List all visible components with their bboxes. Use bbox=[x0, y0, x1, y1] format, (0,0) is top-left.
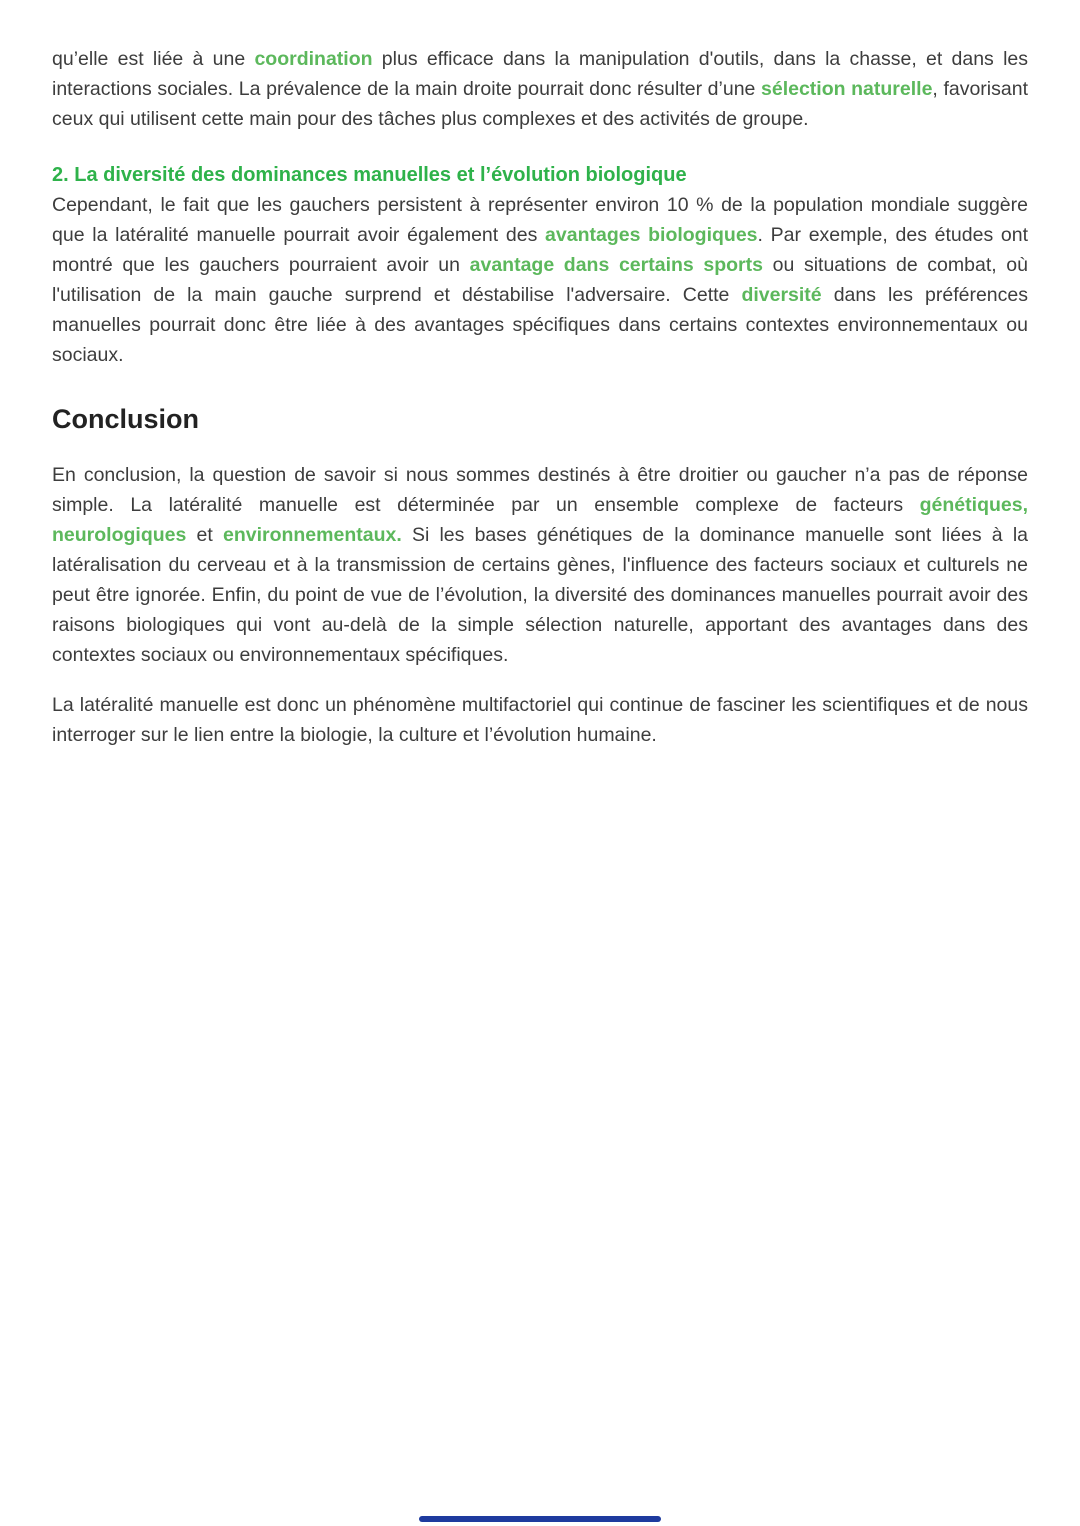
keyword-highlight: sélection naturelle bbox=[761, 78, 933, 100]
keyword-highlight: environnementaux. bbox=[222, 524, 402, 546]
keyword-highlight: génétiques, bbox=[919, 494, 1028, 516]
text-segment: , favorisant ceux qui utilisent cette main pour des tâches plus complexes et des activités de groupe. bbox=[52, 78, 1028, 130]
text-segment: ou situations de combat, où l'utilisation de la main gauche surprend et déstabilise l'adversaire. Cette bbox=[52, 254, 1028, 306]
keyword-highlight: neurologiques bbox=[52, 524, 187, 546]
paragraph-conclusion-facteurs bbox=[52, 460, 1028, 670]
paragraph-conclusion-multifactoriel bbox=[52, 690, 1028, 750]
text-segment: Cependant, le fait que les gauchers persistent à représenter environ 10 % de la population mondiale suggère que la latéralité manuelle pourrait avoir également des bbox=[52, 194, 1028, 246]
document-page bbox=[0, 0, 1080, 750]
text-segment: La latéralité manuelle est donc un phénomène multifactoriel qui continue de fasciner les scientifiques et de nous interroger sur le lien entre la biologie, la culture et l’évolution humaine. bbox=[52, 694, 1028, 746]
paragraph-selection-naturelle bbox=[52, 44, 1028, 134]
text-segment: Si les bases génétiques de la dominance manuelle sont liées à la latéralisation du cerveau et à la transmission de certains gènes, l'influence des facteurs sociaux et culturels ne peut être ignorée. Enfin, du point de vue de l’évolution, la diversité des dominances manuelles pourrait avoir des raisons biologiques qui vont au-delà de la simple sélection naturelle, apportant des avantages dans des contextes sociaux ou environnementaux spécifiques. bbox=[52, 524, 1028, 666]
text-segment: plus efficace dans la manipulation d'outils, dans la chasse, et dans les interactions sociales. La prévalence de la main droite pourrait donc résulter d’une bbox=[52, 48, 1028, 100]
section-heading-diversite-dominances: 2. La diversité des dominances manuelles et l’évolution biologique bbox=[52, 164, 687, 186]
text-segment: qu’elle est liée à une bbox=[52, 48, 255, 70]
page-footer-line bbox=[419, 1516, 661, 1522]
keyword-highlight: diversité bbox=[741, 284, 822, 306]
conclusion-heading: Conclusion bbox=[52, 404, 199, 434]
keyword-highlight: coordination bbox=[254, 48, 373, 70]
text-segment: En conclusion, la question de savoir si nous sommes destinés à être droitier ou gaucher n’a pas de réponse simple. La latéralité manuelle est déterminée par un ensemble complexe de facteurs bbox=[52, 464, 1028, 516]
text-segment: dans les préférences manuelles pourrait donc être liée à des avantages spécifiques dans certains contextes environnementaux ou sociaux. bbox=[52, 284, 1028, 366]
keyword-highlight: avantages biologiques bbox=[545, 224, 758, 246]
keyword-highlight: avantage dans certains sports bbox=[469, 254, 763, 276]
paragraph-avantages-biologiques bbox=[52, 190, 1028, 370]
text-segment: . Par exemple, des études ont montré que les gauchers pourraient avoir un bbox=[52, 224, 1029, 276]
text-segment: et bbox=[186, 524, 223, 546]
